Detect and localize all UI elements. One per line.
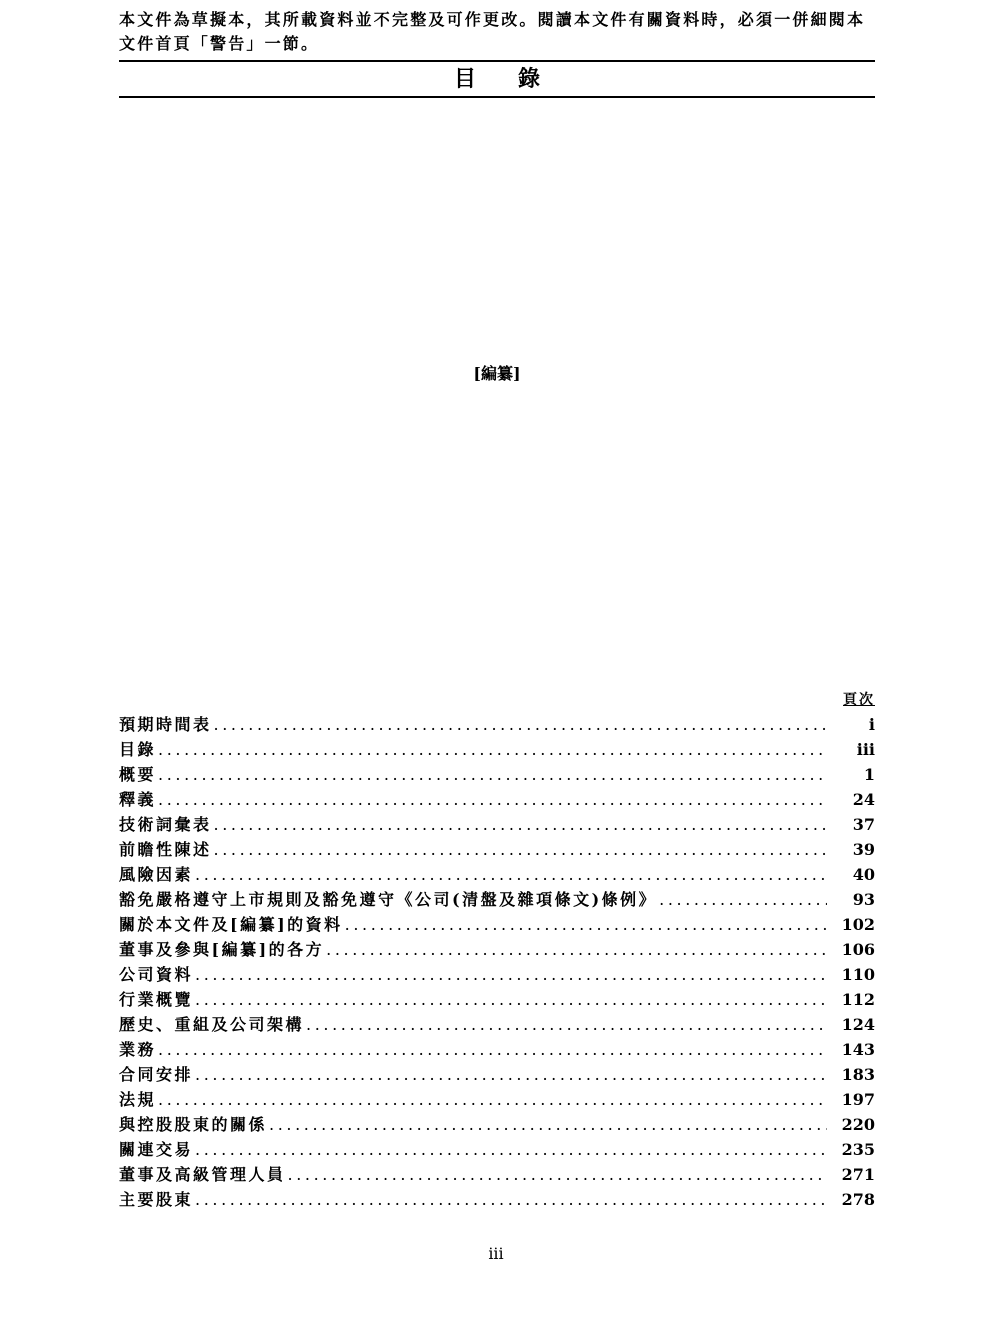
toc-entry-label: 技術詞彙表 [119, 815, 212, 834]
toc-entry-label: 業務 [119, 1040, 157, 1059]
toc-entry-label: 豁免嚴格遵守上市規則及豁免遵守《公司(清盤及雜項條文)條例》 [119, 890, 658, 909]
toc-dot-leader [195, 987, 827, 1012]
toc-entry[interactable] [119, 1187, 875, 1212]
toc-entry-page: 235 [841, 1140, 875, 1159]
toc-entry-label: 概要 [119, 765, 157, 784]
toc-dot-leader [195, 862, 827, 887]
page-column-header: 頁次 [843, 692, 875, 708]
toc-entry-page: 39 [852, 840, 875, 859]
toc-entry[interactable] [119, 1037, 875, 1062]
toc-entry[interactable] [119, 1012, 875, 1037]
toc-entry[interactable] [119, 1162, 875, 1187]
toc-dot-leader [288, 1162, 827, 1187]
title-underline-rule [119, 96, 875, 98]
toc-entry-label: 公司資料 [119, 965, 194, 984]
toc-entry-label: 法規 [119, 1090, 157, 1109]
toc-entry-label: 歷史、重組及公司架構 [119, 1015, 305, 1034]
toc-entry-label: 預期時間表 [119, 715, 212, 734]
toc-entry-page: 93 [852, 890, 875, 909]
toc-entry[interactable] [119, 862, 875, 887]
toc-entry-page: 124 [841, 1015, 875, 1034]
toc-dot-leader [306, 1012, 827, 1037]
toc-entry-label: 關連交易 [119, 1140, 194, 1159]
toc-entry[interactable] [119, 712, 875, 737]
toc-entry-label: 與控股股東的關係 [119, 1115, 268, 1134]
toc-entry-page: 271 [841, 1165, 875, 1184]
toc-dot-leader [214, 812, 827, 837]
toc-dot-leader [195, 1062, 827, 1087]
toc-entry[interactable] [119, 1087, 875, 1112]
toc-entry-label: 合同安排 [119, 1065, 194, 1084]
redacted-placeholder: [編纂] [473, 364, 521, 383]
toc-entry-page: 278 [841, 1190, 875, 1209]
toc-entry[interactable] [119, 1137, 875, 1162]
toc-entry-page: 197 [841, 1090, 875, 1109]
toc-entry[interactable] [119, 912, 875, 937]
toc-entry[interactable] [119, 812, 875, 837]
toc-dot-leader [158, 762, 827, 787]
toc-entry-page: 220 [841, 1115, 875, 1134]
draft-disclaimer: 本文件為草擬本，其所載資料並不完整及可作更改。閱讀本文件有關資料時，必須一併細閱本文件首頁「警告」一節。 [119, 10, 866, 53]
toc-entry-page: 143 [841, 1040, 875, 1059]
toc-entry-page: 183 [841, 1065, 875, 1084]
toc-entry-label: 釋義 [119, 790, 157, 809]
toc-entry[interactable] [119, 1112, 875, 1137]
toc-dot-leader [214, 712, 827, 737]
toc-entry[interactable] [119, 837, 875, 862]
toc-entry[interactable] [119, 887, 875, 912]
page-number: iii [488, 1244, 504, 1263]
toc-entry-label: 董事及參與[編纂]的各方 [119, 940, 325, 959]
toc-entry-label: 行業概覽 [119, 990, 194, 1009]
toc-entry-page: iii [856, 740, 875, 759]
toc-entry-page: 37 [852, 815, 875, 834]
toc-entry-page: 24 [852, 790, 875, 809]
toc-entry-label: 關於本文件及[編纂]的資料 [119, 915, 343, 934]
toc-entry-label: 風險因素 [119, 865, 194, 884]
toc-entry[interactable] [119, 937, 875, 962]
toc-entry[interactable] [119, 762, 875, 787]
toc-dot-leader [326, 937, 827, 962]
toc-dot-leader [158, 1037, 827, 1062]
toc-dot-leader [158, 787, 827, 812]
toc-dot-leader [659, 887, 827, 912]
toc-dot-leader [195, 1137, 827, 1162]
toc-entry[interactable] [119, 987, 875, 1012]
toc-dot-leader [345, 912, 827, 937]
toc-dot-leader [158, 737, 827, 762]
toc-entry[interactable] [119, 962, 875, 987]
toc-entry-page: 110 [841, 965, 875, 984]
toc-dot-leader [195, 962, 827, 987]
toc-entry-label: 目錄 [119, 740, 157, 759]
toc-dot-leader [269, 1112, 827, 1137]
toc-entry-page: 112 [841, 990, 875, 1009]
toc-entry[interactable] [119, 737, 875, 762]
page-title: 目錄 [453, 66, 582, 92]
toc-entry-page: 106 [841, 940, 875, 959]
toc-dot-leader [214, 837, 827, 862]
toc-dot-leader [195, 1187, 827, 1212]
toc-dot-leader [158, 1087, 827, 1112]
toc-entry-page: 102 [841, 915, 875, 934]
toc-entry-page: i [868, 715, 875, 734]
toc-entry-label: 董事及高級管理人員 [119, 1165, 286, 1184]
toc-entry[interactable] [119, 1062, 875, 1087]
toc-entry-page: 40 [852, 865, 875, 884]
top-rule [119, 60, 875, 62]
table-of-contents [119, 712, 875, 1212]
toc-entry-page: 1 [863, 765, 875, 784]
toc-entry-label: 主要股東 [119, 1190, 194, 1209]
toc-entry-label: 前瞻性陳述 [119, 840, 212, 859]
toc-entry[interactable] [119, 787, 875, 812]
